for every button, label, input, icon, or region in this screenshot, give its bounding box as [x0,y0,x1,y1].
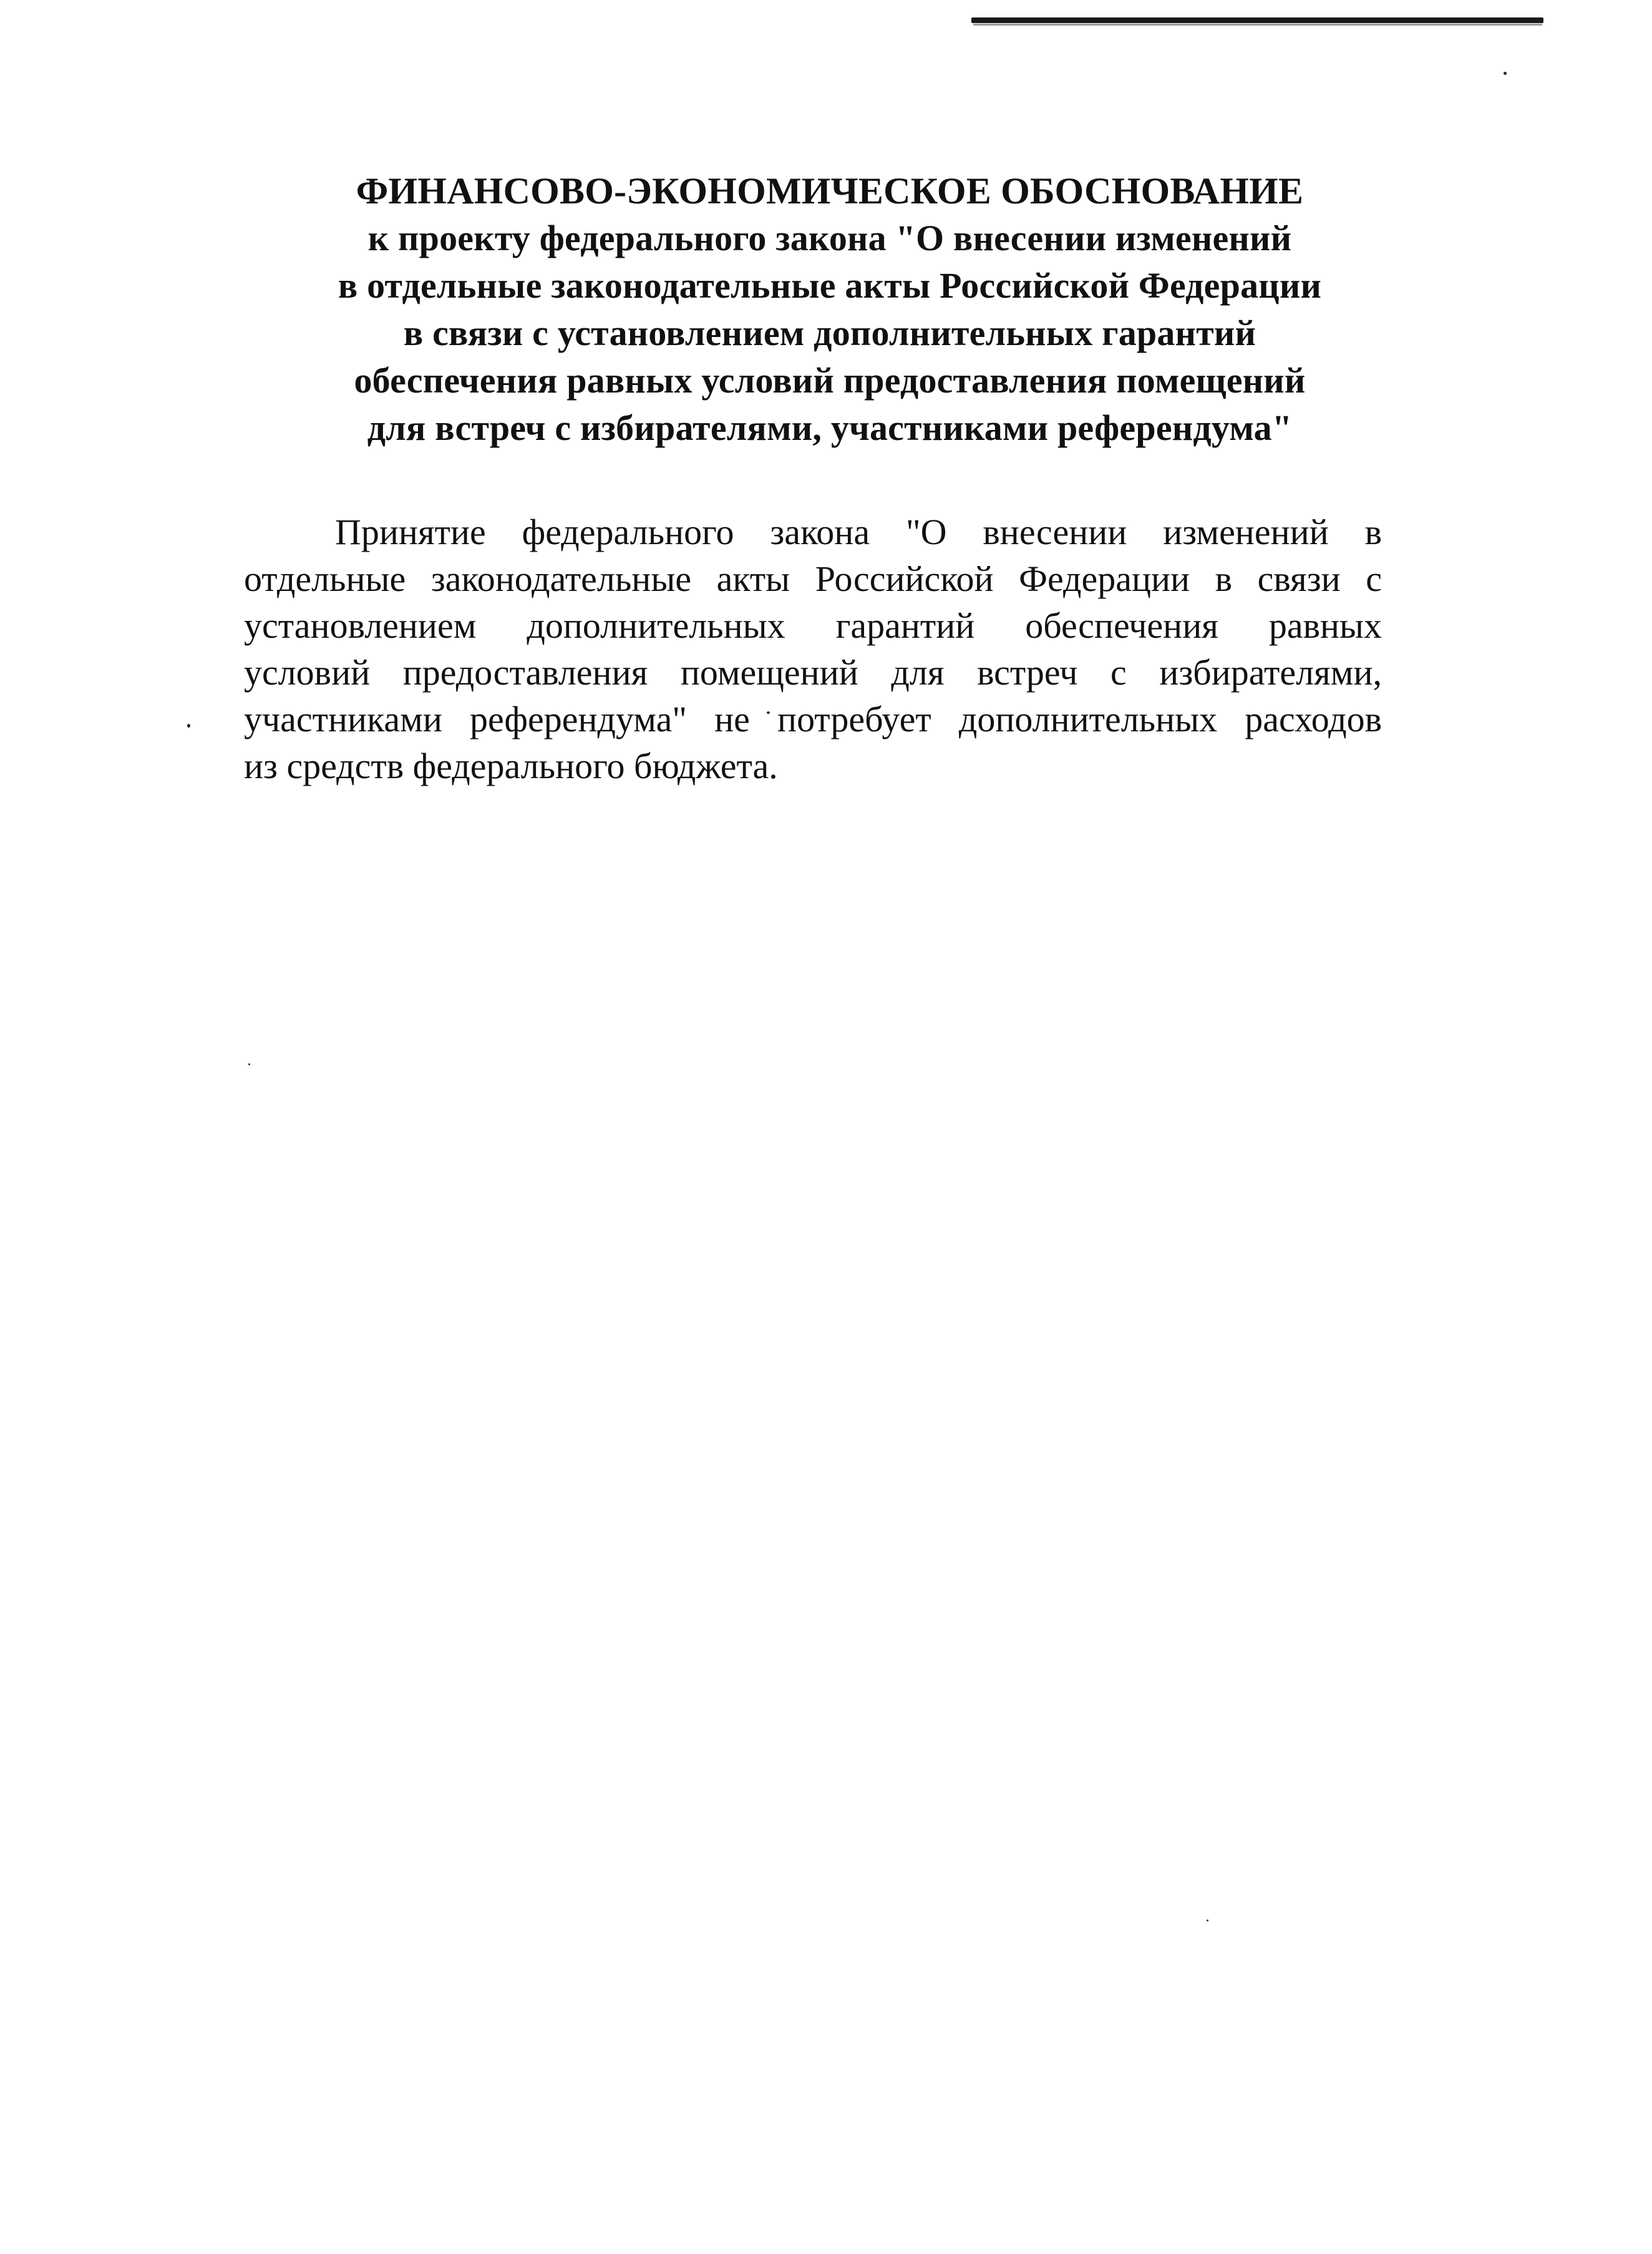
title-subtitle-line: к проекту федерального закона "О внесении изменений [367,218,1292,258]
scan-speck [1504,72,1507,75]
title-subtitle-line: обеспечения равных условий предоставления помещений [354,360,1306,401]
body-line: отдельные законодательные акты Российской Федерации в связи с [244,559,1382,599]
scan-edge-line-shadow [973,24,1542,26]
scan-speck [1207,1920,1208,1921]
title-subtitle-line: в отдельные законодательные акты Российской Федерации [338,265,1322,306]
body-line: установлением дополнительных гарантий обеспечения равных [244,605,1382,646]
body-line: из средств федерального бюджета. [244,746,778,786]
body-line: участниками референдума" не потребует дополнительных расходов [244,699,1382,739]
body-line: Принятие федерального закона "О внесении изменений в [335,512,1382,552]
scan-edge-line [971,17,1543,23]
title-heading: ФИНАНСОВО-ЭКОНОМИЧЕСКОЕ ОБОСНОВАНИЕ [356,170,1304,212]
scan-speck [248,1063,250,1065]
scan-speck [187,724,190,728]
title-subtitle-line: для встреч с избирателями, участниками референдума" [367,407,1293,448]
title-subtitle-line: в связи с установлением дополнительных гарантий [403,313,1256,353]
body-paragraph [244,509,1382,789]
body-line: условий предоставления помещений для встреч с избирателями, [244,652,1382,693]
document-title [237,167,1422,452]
